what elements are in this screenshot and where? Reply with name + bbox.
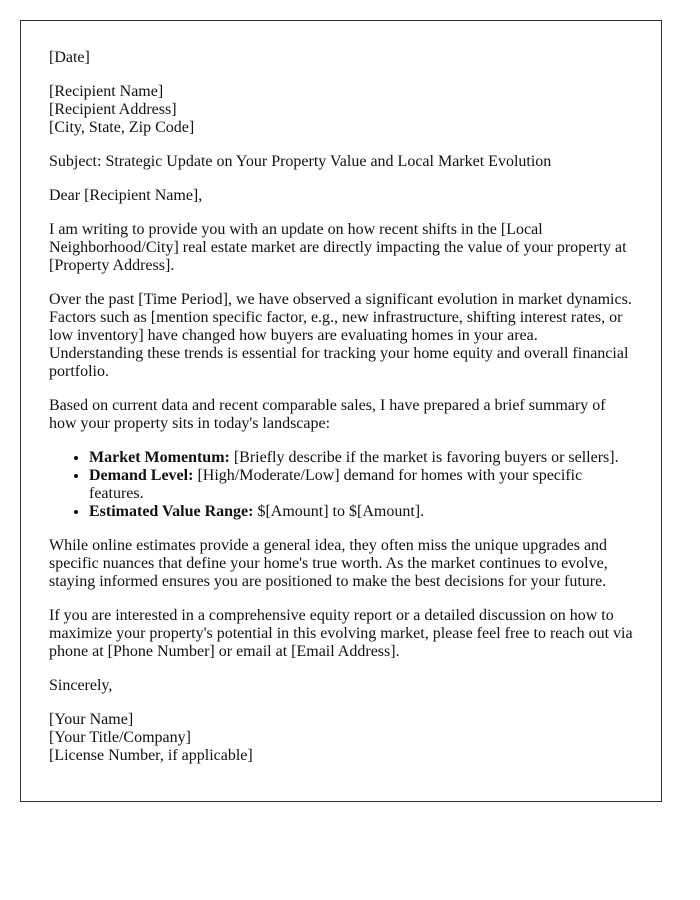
recipient-address: [Recipient Address] [49, 101, 177, 118]
recipient-name: [Recipient Name] [49, 83, 164, 100]
sender-name: [Your Name] [49, 711, 134, 728]
sender-license: [License Number, if applicable] [49, 747, 253, 764]
signature-block [49, 711, 633, 765]
summary-item-estimated-value-range [89, 503, 633, 521]
recipient-block [49, 83, 633, 137]
summary-label: Demand Level: [89, 467, 194, 484]
summary-text: [High/Moderate/Low] demand for homes with your specific features. [89, 467, 583, 502]
letter-container [20, 20, 662, 802]
letter-date: [Date] [49, 49, 90, 66]
summary-label: Market Momentum: [89, 449, 230, 466]
summary-label: Estimated Value Range: [89, 503, 254, 520]
summary-item-market-momentum [89, 449, 633, 467]
body-paragraph-online-estimates: While online estimates provide a general idea, they often miss the unique upgrades and specific nuances that define your home's true worth. As the market continues to evolve, staying informed ensures you are positioned to make the best decisions for your future. [49, 537, 608, 590]
body-paragraph-market-dynamics: Over the past [Time Period], we have observed a significant evolution in market dynamics. Factors such as [mention specific factor, e.g., new infrastructure, shifting interest rates, or low inventory] have changed how buyers are evaluating homes in your area. Understanding these trends is essential for tracking your home equity and overall financial portfolio. [49, 291, 632, 380]
summary-text: [Briefly describe if the market is favoring buyers or sellers]. [229, 449, 619, 466]
body-paragraph-summary-intro: Based on current data and recent comparable sales, I have prepared a brief summary of how your property sits in today's landscape: [49, 397, 606, 432]
sender-title-company: [Your Title/Company] [49, 729, 191, 746]
letter-subject: Subject: Strategic Update on Your Property Value and Local Market Evolution [49, 153, 552, 170]
summary-item-demand-level [89, 467, 633, 503]
body-paragraph-contact: If you are interested in a comprehensive equity report or a detailed discussion on how to maximize your property's potential in this evolving market, please feel free to reach out via phone at [Phone Number] or email at [Email Address]. [49, 607, 633, 660]
body-paragraph-intro: I am writing to provide you with an update on how recent shifts in the [Local Neighborhood/City] real estate market are directly impacting the value of your property at [Property Address]. [49, 221, 627, 274]
summary-list [49, 449, 633, 521]
letter-salutation: Dear [Recipient Name], [49, 187, 203, 204]
recipient-city-state-zip: [City, State, Zip Code] [49, 119, 195, 136]
summary-text: $[Amount] to $[Amount]. [253, 503, 425, 520]
letter-signoff: Sincerely, [49, 677, 113, 694]
